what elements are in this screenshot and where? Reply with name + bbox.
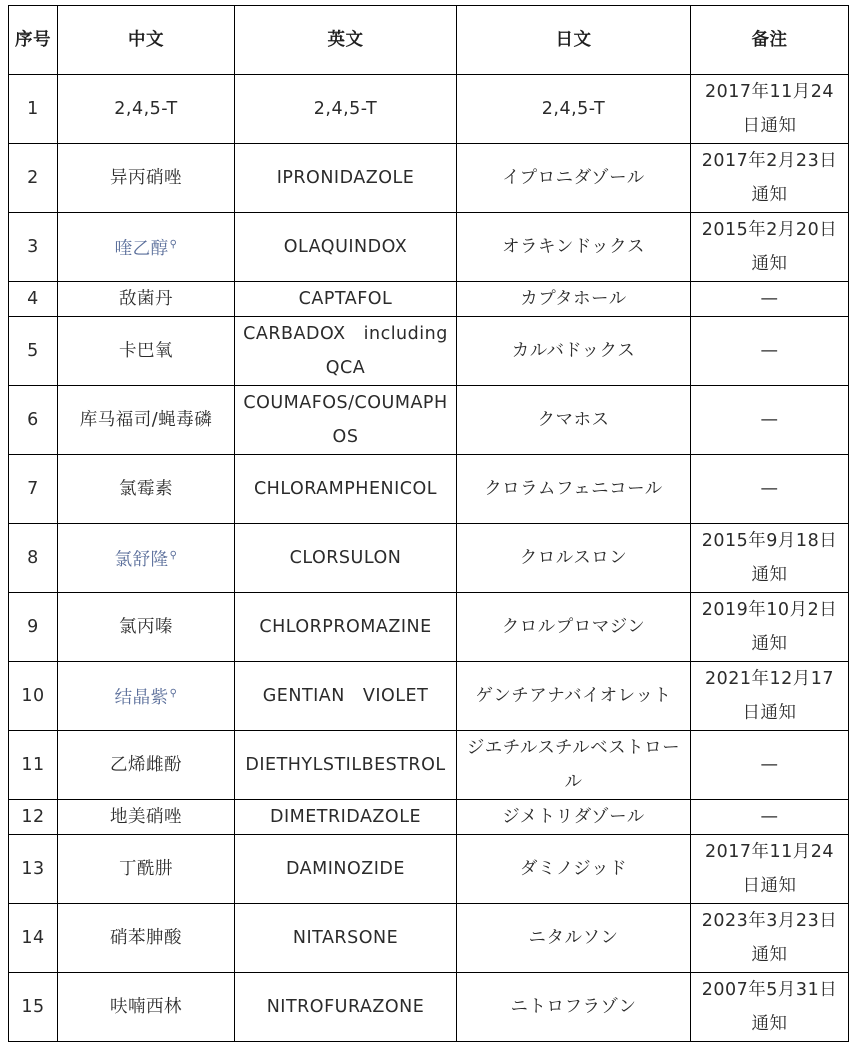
cell-chinese-text: 呋喃西林: [110, 997, 182, 1017]
cell-chinese-text: 结晶紫: [114, 687, 169, 708]
cell-seq-text: 11: [21, 755, 45, 775]
cell-seq-text: 12: [21, 806, 45, 827]
substance-table: [8, 5, 849, 1042]
cell-chinese-text: 硝苯胂酸: [110, 928, 182, 948]
cell-chinese: [58, 144, 235, 213]
cell-seq: [9, 835, 58, 904]
cell-english-text: CAPTAFOL: [298, 288, 393, 309]
cell-chinese-text: 乙烯雌酚: [110, 755, 182, 775]
cell-seq-text: 14: [21, 928, 45, 948]
table-row: [9, 800, 849, 835]
cell-english-text: DAMINOZIDE: [286, 859, 405, 879]
cell-english-text: CARBADOX including QCA: [243, 324, 448, 378]
cell-english: [235, 213, 457, 282]
cell-japanese: [457, 144, 691, 213]
table-row: [9, 904, 849, 973]
cell-seq: [9, 800, 58, 835]
header-chinese: 中文: [58, 6, 235, 75]
cell-seq: [9, 317, 58, 386]
cell-japanese-text: ニタルソン: [528, 928, 619, 948]
cell-chinese[interactable]: [58, 524, 235, 593]
cell-english: [235, 662, 457, 731]
cell-japanese: [457, 282, 691, 317]
cell-seq: [9, 662, 58, 731]
cell-note: [691, 973, 849, 1042]
cell-note: [691, 835, 849, 904]
cell-japanese: [457, 904, 691, 973]
cell-japanese: [457, 213, 691, 282]
cell-japanese: [457, 662, 691, 731]
cell-english: [235, 75, 457, 144]
cell-japanese: [457, 593, 691, 662]
cell-seq-text: 9: [27, 617, 39, 637]
table-row: [9, 386, 849, 455]
cell-japanese: [457, 835, 691, 904]
cell-note-text: 2015年9月18日通知: [701, 531, 838, 585]
cell-english-text: OLAQUINDOX: [283, 237, 408, 257]
search-icon[interactable]: ⚲: [169, 550, 178, 562]
cell-seq: [9, 455, 58, 524]
cell-english: [235, 144, 457, 213]
cell-chinese[interactable]: [58, 662, 235, 731]
cell-english: [235, 593, 457, 662]
cell-chinese: [58, 386, 235, 455]
cell-seq-text: 1: [27, 99, 39, 119]
cell-chinese: [58, 455, 235, 524]
cell-note-text: 2017年2月23日通知: [701, 151, 838, 205]
cell-seq: [9, 524, 58, 593]
cell-note-text: 2017年11月24日通知: [704, 842, 835, 896]
cell-japanese-text: カプタホール: [520, 288, 627, 309]
cell-seq: [9, 386, 58, 455]
cell-japanese-text: クロルスロン: [519, 548, 628, 568]
cell-note: [691, 524, 849, 593]
cell-english-text: NITARSONE: [292, 928, 399, 948]
cell-japanese-text: ジメトリダゾール: [502, 806, 645, 827]
search-icon[interactable]: ⚲: [169, 688, 178, 700]
cell-chinese: [58, 835, 235, 904]
cell-japanese-text: カルバドックス: [511, 341, 636, 361]
cell-note: [691, 386, 849, 455]
cell-chinese-text: 敌菌丹: [119, 288, 173, 309]
cell-english: [235, 524, 457, 593]
cell-japanese-text: イプロニダゾール: [502, 168, 645, 188]
cell-english: [235, 386, 457, 455]
cell-japanese: [457, 800, 691, 835]
cell-note: [691, 904, 849, 973]
cell-seq: [9, 144, 58, 213]
search-icon[interactable]: ⚲: [169, 239, 178, 251]
table-row: [9, 455, 849, 524]
cell-note-text: 2023年3月23日通知: [701, 911, 838, 965]
cell-japanese-text: クマホス: [537, 410, 610, 430]
cell-japanese: [457, 731, 691, 800]
cell-seq: [9, 75, 58, 144]
cell-note: [691, 213, 849, 282]
cell-seq-text: 7: [27, 479, 39, 499]
table-row: [9, 973, 849, 1042]
table-row: [9, 835, 849, 904]
cell-seq-text: 2: [27, 168, 39, 188]
cell-chinese-text: 卡巴氧: [119, 341, 173, 361]
table-row: [9, 662, 849, 731]
cell-japanese-text: ニトロフラゾン: [510, 997, 637, 1017]
cell-chinese: [58, 593, 235, 662]
table-row: [9, 524, 849, 593]
cell-chinese-text: 氯舒隆: [114, 549, 169, 570]
cell-note: [691, 731, 849, 800]
cell-note-text: 2015年2月20日通知: [701, 220, 838, 274]
cell-seq-text: 15: [21, 997, 45, 1017]
cell-note-text: —: [760, 479, 779, 499]
cell-japanese: [457, 386, 691, 455]
cell-english: [235, 317, 457, 386]
cell-english: [235, 800, 457, 835]
cell-japanese-text: 2,4,5-T: [541, 99, 606, 119]
cell-japanese: [457, 317, 691, 386]
cell-chinese: [58, 800, 235, 835]
cell-note: [691, 455, 849, 524]
cell-seq-text: 10: [21, 686, 45, 706]
cell-seq: [9, 731, 58, 800]
cell-seq-text: 3: [27, 237, 39, 257]
table-row: [9, 75, 849, 144]
cell-japanese-text: クロラムフェニコール: [484, 479, 663, 499]
cell-note-text: 2019年10月2日通知: [701, 600, 838, 654]
header-note: 备注: [691, 6, 849, 75]
cell-english-text: CHLORAMPHENICOL: [253, 479, 438, 499]
cell-english-text: CLORSULON: [289, 548, 402, 568]
cell-seq: [9, 282, 58, 317]
cell-chinese-text: 异丙硝唑: [110, 168, 182, 188]
cell-note: [691, 317, 849, 386]
header-seq: 序号: [9, 6, 58, 75]
cell-english: [235, 731, 457, 800]
cell-chinese-text: 氯霉素: [119, 479, 173, 499]
header-row: [9, 6, 849, 75]
cell-seq: [9, 904, 58, 973]
cell-english-text: DIETHYLSTILBESTROL: [245, 755, 446, 775]
cell-chinese-text: 氯丙嗪: [119, 617, 173, 637]
cell-japanese: [457, 75, 691, 144]
cell-seq: [9, 973, 58, 1042]
cell-note-text: —: [760, 755, 779, 775]
cell-english-text: CHLORPROMAZINE: [259, 617, 432, 637]
table-row: [9, 213, 849, 282]
cell-seq-text: 13: [21, 859, 45, 879]
cell-seq-text: 5: [27, 341, 39, 361]
header-english: 英文: [235, 6, 457, 75]
cell-seq: [9, 213, 58, 282]
cell-seq-text: 4: [27, 288, 39, 309]
cell-chinese: [58, 731, 235, 800]
cell-note-text: 2017年11月24日通知: [704, 82, 835, 136]
cell-english: [235, 835, 457, 904]
cell-japanese-text: ジエチルスチルベストロール: [466, 738, 681, 792]
cell-chinese-text: 2,4,5-T: [114, 99, 178, 119]
cell-note: [691, 144, 849, 213]
cell-english: [235, 973, 457, 1042]
cell-english-text: GENTIAN VIOLET: [262, 686, 429, 706]
cell-chinese: [58, 904, 235, 973]
cell-english: [235, 455, 457, 524]
cell-japanese: [457, 455, 691, 524]
cell-japanese: [457, 524, 691, 593]
table-row: [9, 731, 849, 800]
cell-seq-text: 6: [27, 410, 39, 430]
cell-japanese-text: ゲンチアナバイオレット: [475, 686, 672, 706]
cell-note: [691, 800, 849, 835]
cell-note: [691, 75, 849, 144]
cell-english: [235, 904, 457, 973]
cell-chinese-text: 丁酰肼: [119, 859, 173, 879]
table-row: [9, 144, 849, 213]
cell-english-text: NITROFURAZONE: [266, 997, 425, 1017]
cell-note-text: —: [760, 341, 779, 361]
cell-chinese: [58, 317, 235, 386]
cell-note-text: —: [760, 806, 779, 827]
cell-seq-text: 8: [27, 548, 39, 568]
cell-english: [235, 282, 457, 317]
cell-note: [691, 282, 849, 317]
cell-chinese-text: 地美硝唑: [110, 806, 182, 827]
cell-note-text: 2007年5月31日通知: [701, 980, 838, 1034]
cell-english-text: 2,4,5-T: [313, 99, 378, 119]
cell-japanese: [457, 973, 691, 1042]
header-japanese: 日文: [457, 6, 691, 75]
table-row: [9, 317, 849, 386]
cell-note-text: —: [760, 410, 779, 430]
cell-chinese: [58, 282, 235, 317]
table-row: [9, 282, 849, 317]
cell-japanese-text: クロルプロマジン: [501, 617, 646, 637]
cell-english-text: IPRONIDAZOLE: [276, 168, 415, 188]
cell-note: [691, 662, 849, 731]
cell-chinese: [58, 75, 235, 144]
cell-japanese-text: ダミノジッド: [519, 859, 628, 879]
cell-chinese-text: 喹乙醇: [114, 238, 169, 259]
cell-japanese-text: オラキンドックス: [502, 237, 645, 257]
cell-chinese[interactable]: [58, 213, 235, 282]
cell-note: [691, 593, 849, 662]
cell-chinese-text: 库马福司/蝇毒磷: [79, 410, 213, 430]
cell-english-text: DIMETRIDAZOLE: [269, 806, 421, 827]
cell-note-text: —: [760, 288, 779, 309]
table-row: [9, 593, 849, 662]
cell-seq: [9, 593, 58, 662]
cell-english-text: COUMAFOS/COUMAPHOS: [243, 393, 448, 447]
cell-chinese: [58, 973, 235, 1042]
cell-note-text: 2021年12月17日通知: [704, 669, 835, 723]
